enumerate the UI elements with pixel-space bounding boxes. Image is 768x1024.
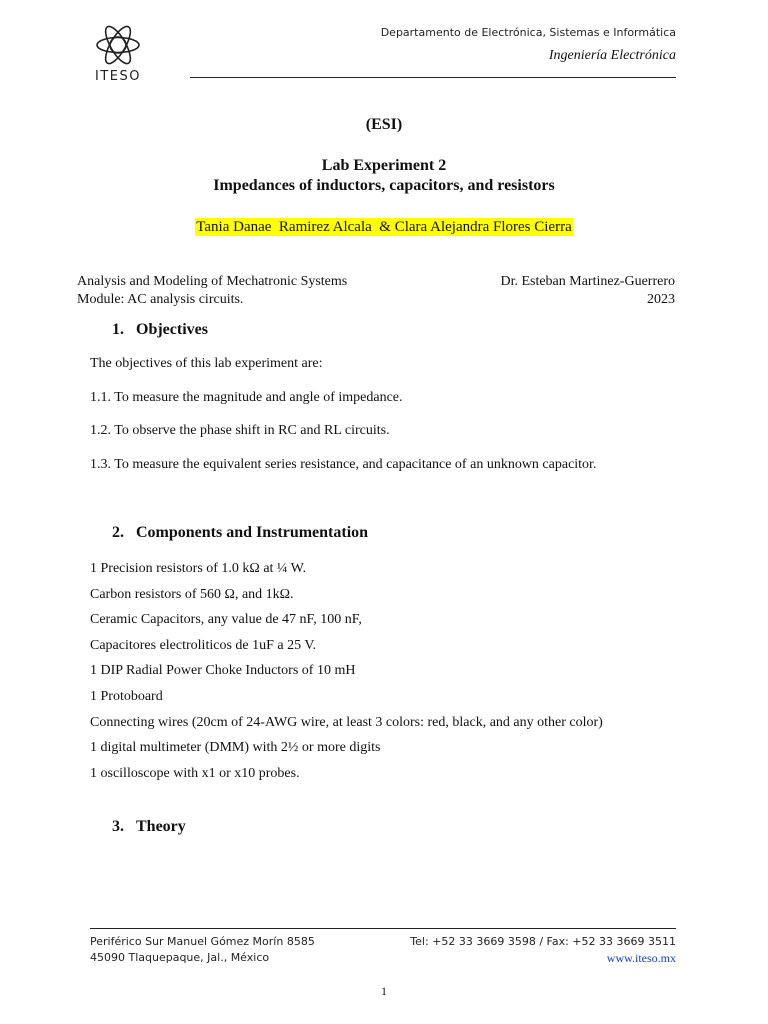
section-title: Components and Instrumentation bbox=[136, 524, 369, 541]
website-link[interactable]: www.iteso.mx bbox=[606, 951, 676, 965]
footer-address-line1: Periférico Sur Manuel Gómez Morín 8585 bbox=[90, 935, 315, 948]
short-title: (ESI) bbox=[365, 116, 403, 133]
authors bbox=[0, 219, 768, 236]
section-theory-heading bbox=[112, 818, 186, 836]
section-components-heading bbox=[112, 524, 368, 542]
module-name: Module: AC analysis circuits. bbox=[77, 292, 244, 307]
program-name: Ingeniería Electrónica bbox=[548, 48, 676, 63]
list-item: 1 DIP Radial Power Choke Inductors of 10 mH bbox=[90, 663, 356, 679]
course-name: Analysis and Modeling of Mechatronic Systems bbox=[77, 274, 348, 289]
list-item: 1 digital multimeter (DMM) with 2½ or more digits bbox=[90, 740, 381, 756]
authors-highlight: Tania Danae Ramirez Alcala & Clara Alejandra Flores Cierra bbox=[196, 219, 572, 235]
section-number: 2. bbox=[112, 524, 124, 541]
footer-phone: Tel: +52 33 3669 3598 / Fax: +52 33 3669 3511 bbox=[410, 935, 676, 948]
list-item: Ceramic Capacitors, any value de 47 nF, 100 nF, bbox=[90, 612, 362, 628]
year: 2023 bbox=[647, 292, 675, 307]
header-divider bbox=[190, 77, 676, 78]
footer-divider bbox=[90, 928, 676, 929]
iteso-logo bbox=[86, 22, 150, 92]
lab-title: Lab Experiment 2 bbox=[321, 157, 447, 174]
logo-text: ITESO bbox=[95, 69, 141, 84]
section-objectives-heading bbox=[112, 321, 208, 339]
objective-item: 1.3. To measure the equivalent series resistance, and capacitance of an unknown capacitor. bbox=[90, 457, 597, 472]
iteso-logo-icon bbox=[95, 22, 141, 68]
list-item: 1 Precision resistors of 1.0 kΩ at ¼ W. bbox=[90, 561, 307, 576]
list-item: Capacitores electroliticos de 1uF a 25 V. bbox=[90, 637, 317, 653]
objectives-intro: The objectives of this lab experiment are: bbox=[90, 356, 323, 371]
instructor-name: Dr. Esteban Martinez-Guerrero bbox=[500, 274, 675, 289]
components-list bbox=[90, 560, 603, 790]
lab-subtitle: Impedances of inductors, capacitors, and resistors bbox=[213, 177, 555, 194]
section-title: Objectives bbox=[136, 321, 208, 338]
list-item: Connecting wires (20cm of 24-AWG wire, at least 3 colors: red, black, and any other color) bbox=[90, 714, 603, 730]
footer-address-line2: 45090 Tlaquepaque, Jal., México bbox=[90, 951, 270, 964]
page-number: 1 bbox=[381, 984, 387, 998]
list-item: 1 Protoboard bbox=[90, 688, 163, 704]
objective-item: 1.2. To observe the phase shift in RC and RL circuits. bbox=[90, 423, 390, 438]
section-title: Theory bbox=[136, 818, 186, 835]
list-item: 1 oscilloscope with x1 or x10 probes. bbox=[90, 765, 300, 781]
section-number: 3. bbox=[112, 818, 124, 835]
department-name: Departamento de Electrónica, Sistemas e Informática bbox=[380, 26, 676, 39]
list-item: Carbon resistors of 560 Ω, and 1kΩ. bbox=[90, 586, 294, 602]
objective-item: 1.1. To measure the magnitude and angle of impedance. bbox=[90, 390, 403, 405]
section-number: 1. bbox=[112, 321, 124, 338]
